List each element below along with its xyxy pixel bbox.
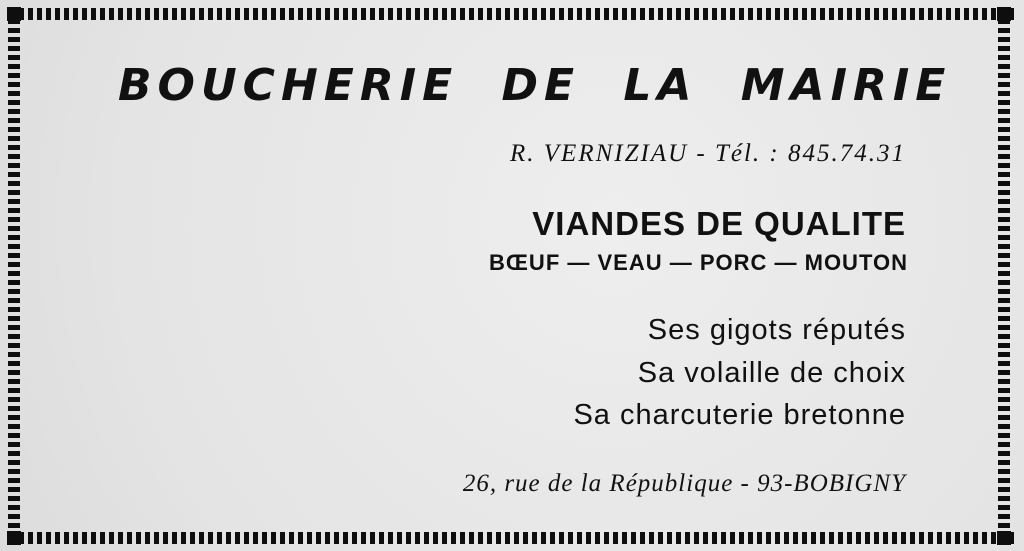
shop-address: 26, rue de la République - 93-BOBIGNY	[462, 470, 906, 497]
owner-phone-line: R. VERNIZIAU - Tél. : 845.74.31	[510, 140, 906, 167]
specialty-item: Sa charcuterie bretonne	[573, 399, 906, 431]
dotted-border-right	[998, 10, 1010, 542]
border-corner	[997, 7, 1011, 21]
meat-types: BŒUF — VEAU — PORC — MOUTON	[489, 250, 908, 275]
quality-headline: VIANDES DE QUALITE	[532, 205, 906, 242]
specialty-item: Ses gigots réputés	[647, 314, 906, 346]
dotted-border-left	[8, 10, 20, 542]
dotted-border-top	[10, 8, 1014, 20]
border-corner	[7, 531, 21, 545]
specialty-item: Sa volaille de choix	[637, 357, 906, 389]
border-corner	[997, 531, 1011, 545]
shop-name: BOUCHERIE DE LA MAIRIE	[118, 60, 952, 111]
border-corner	[7, 7, 21, 21]
dotted-border-bottom	[10, 532, 1014, 544]
